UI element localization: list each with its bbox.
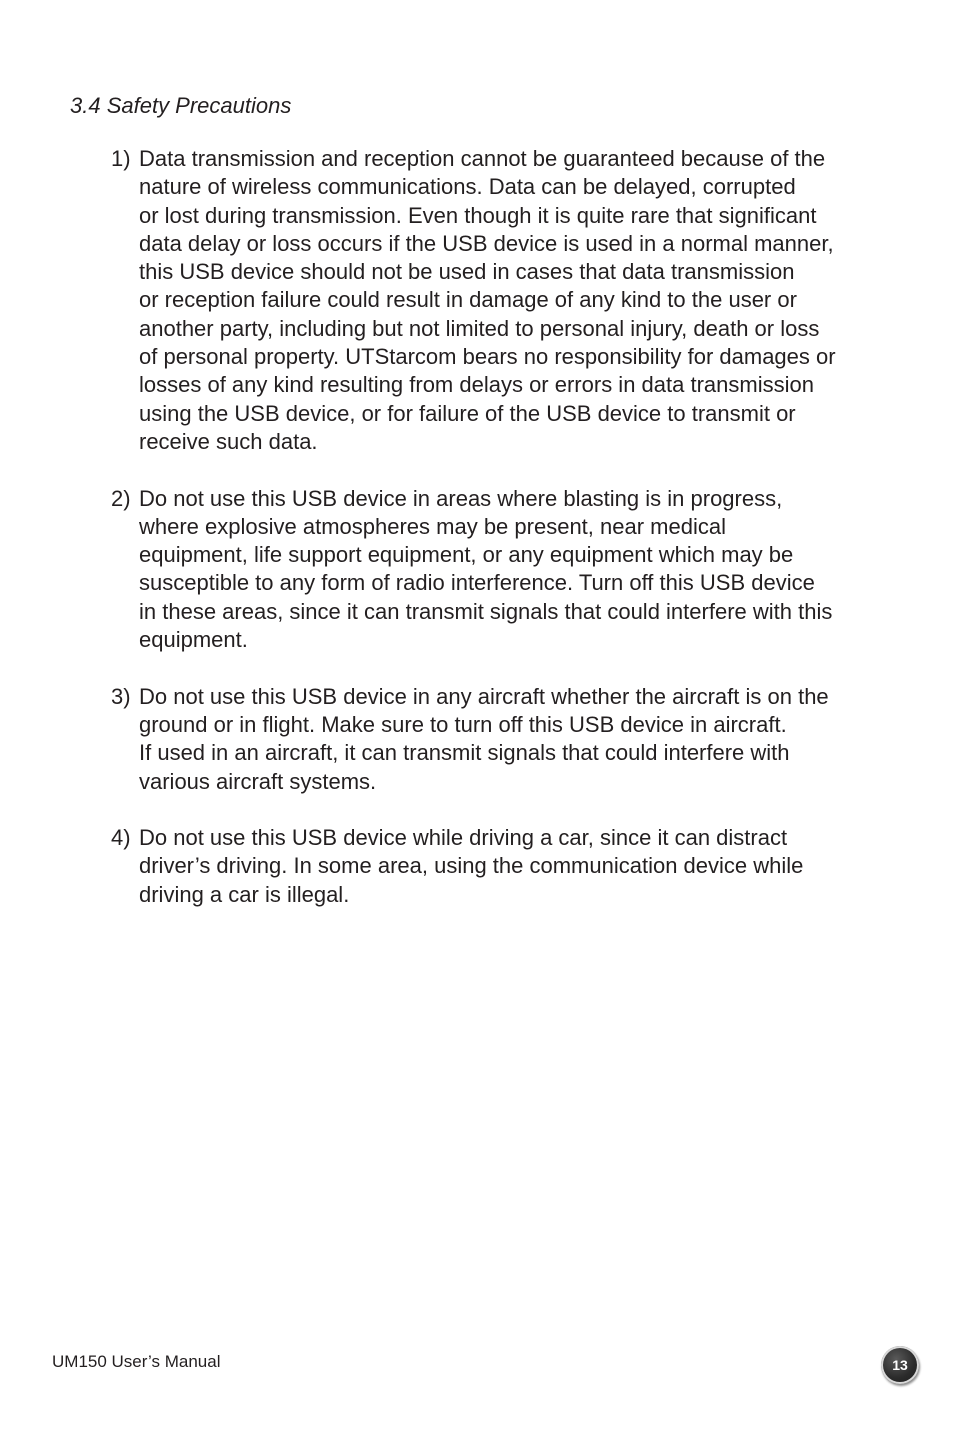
text-line: losses of any kind resulting from delays or errors in data transmission xyxy=(139,372,814,398)
text-line: various aircraft systems. xyxy=(139,768,377,794)
text-line: using the USB device, or for failure of the USB device to transmit or xyxy=(139,400,796,426)
text-line: in these areas, since it can transmit signals that could interfere with this xyxy=(139,598,833,624)
text-line: ground or in flight. Make sure to turn off this USB device in aircraft. xyxy=(139,711,787,737)
text-line: susceptible to any form of radio interference. Turn off this USB device xyxy=(139,570,815,596)
item-text xyxy=(139,145,901,456)
text-line: of personal property. UTStarcom bears no responsibility for damages or xyxy=(139,344,836,370)
text-line: or lost during transmission. Even though it is quite rare that significant xyxy=(139,202,817,228)
text-line: equipment. xyxy=(139,627,248,653)
text-line: Data transmission and reception cannot be guaranteed because of the xyxy=(139,146,826,171)
text-line: another party, including but not limited to personal injury, death or loss xyxy=(139,315,820,341)
text-line: nature of wireless communications. Data can be delayed, corrupted xyxy=(139,174,796,200)
text-line: where explosive atmospheres may be present, near medical xyxy=(139,513,726,539)
text-line: If used in an aircraft, it can transmit signals that could interfere with xyxy=(139,740,790,766)
text-line: Do not use this USB device in areas where blasting is in progress, xyxy=(139,485,783,511)
text-line: Do not use this USB device in any aircraft whether the aircraft is on the xyxy=(139,683,829,709)
precaution-list xyxy=(111,145,901,937)
precaution-item-2 xyxy=(111,485,901,655)
item-number: 2) xyxy=(111,485,131,511)
text-line: equipment, life support equipment, or any equipment which may be xyxy=(139,542,794,568)
item-text xyxy=(139,824,901,909)
precaution-item-1 xyxy=(111,145,901,456)
text-line: driving a car is illegal. xyxy=(139,881,350,907)
item-number: 4) xyxy=(111,825,131,851)
text-line: driver’s driving. In some area, using the communication device while xyxy=(139,853,804,879)
text-line: or reception failure could result in damage of any kind to the user or xyxy=(139,287,797,313)
text-line: Do not use this USB device while driving a car, since it can distract xyxy=(139,825,788,851)
item-number: 1) xyxy=(111,146,131,171)
item-number: 3) xyxy=(111,683,131,709)
text-line: data delay or loss occurs if the USB device is used in a normal manner, xyxy=(139,230,834,256)
page-number-badge xyxy=(881,1346,919,1384)
text-line: this USB device should not be used in cases that data transmission xyxy=(139,259,795,285)
precaution-item-4 xyxy=(111,824,901,909)
footer-manual-title: UM150 User’s Manual xyxy=(52,1352,221,1371)
text-line: receive such data. xyxy=(139,428,318,454)
item-text xyxy=(139,485,901,655)
page-number: 13 xyxy=(892,1357,908,1373)
precaution-item-3 xyxy=(111,683,901,796)
section-heading: 3.4 Safety Precautions xyxy=(70,93,292,118)
item-text xyxy=(139,683,901,796)
